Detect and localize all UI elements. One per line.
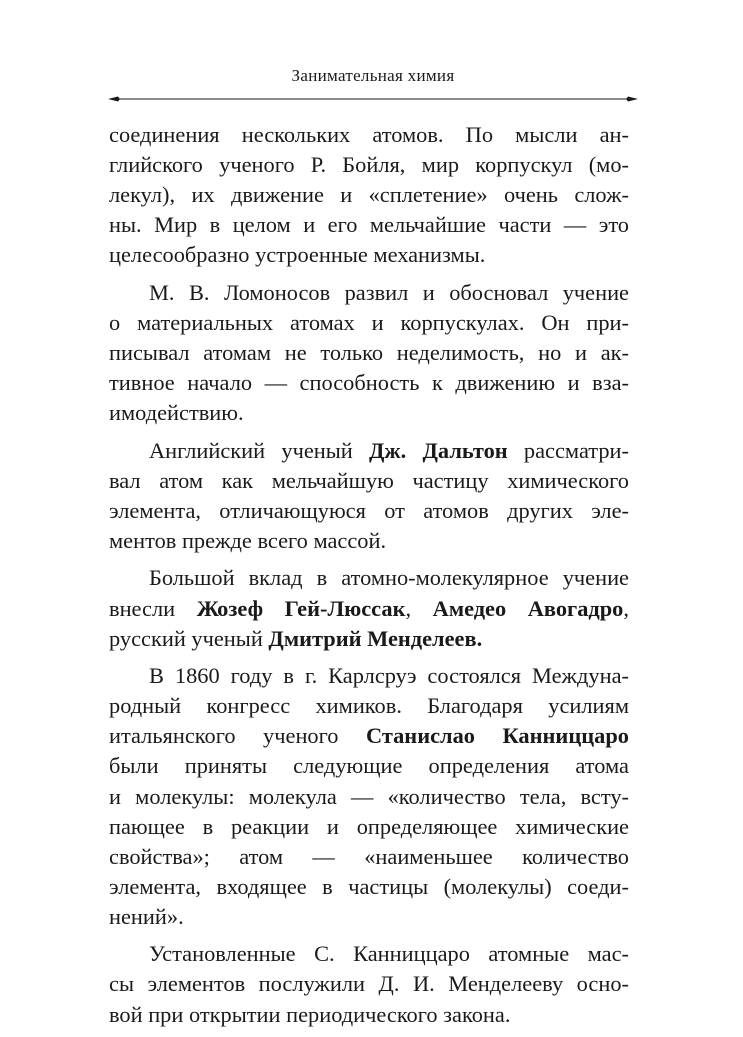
text-line: сы элементов послужили Д. И. Менделееву осно- <box>109 971 629 997</box>
text-line: родный конгресс химиков. Благодаря усилиям <box>109 693 629 719</box>
text-line: свойства»; атом — «наименьшее количество <box>109 843 629 869</box>
text-line: вой при открытии периодического закона. <box>109 1001 511 1027</box>
text-line: имодействию. <box>109 400 244 426</box>
person-name-bold: Жозеф Гей-Люссак <box>196 595 406 621</box>
text-line: писывал атомам не только неделимость, но и ак- <box>109 340 629 366</box>
text-line: пающее в реакции и определяющее химические <box>109 813 629 839</box>
text-segment: русский ученый <box>109 625 269 651</box>
paragraph-4 <box>109 563 629 653</box>
text-segment: , <box>405 595 433 621</box>
paragraph-1 <box>109 120 629 270</box>
text-line: вал атом как мельчайшую частицу химического <box>109 467 629 493</box>
text-line: М. В. Ломоносов развил и обосновал учение <box>149 279 629 305</box>
text-line: элемента, входящее в частицы (молекулы) соеди- <box>109 873 629 899</box>
text-line: соединения нескольких атомов. По мысли ан- <box>109 122 629 147</box>
text-line: о материальных атомах и корпускулах. Он при- <box>109 309 629 335</box>
text-line <box>109 436 629 466</box>
text-segment: , <box>623 595 629 621</box>
text-line: ментов прежде всего массой. <box>109 528 387 553</box>
text-line: Большой вклад в атомно-молекулярное учение <box>149 565 629 591</box>
text-segment: итальянского ученого <box>109 723 366 749</box>
text-line: были приняты следующие определения атома <box>109 753 629 779</box>
text-segment: внесли <box>109 595 197 621</box>
person-name-bold: Дж. Дальтон <box>369 437 508 463</box>
text-line <box>109 594 629 624</box>
text-line: ны. Мир в целом и его мельчайшие части — это <box>109 212 629 238</box>
text-line: Установленные С. Канниццаро атомные мас- <box>149 941 629 967</box>
text-line: В 1860 году в г. Карлсруэ состоялся Междуна- <box>149 663 629 689</box>
text-line: тивное начало — способность к движению и вза- <box>109 370 629 396</box>
ornamental-rule <box>108 92 638 106</box>
running-head: Занимательная химия <box>291 66 455 85</box>
person-name-bold: Дмитрий Менделеев. <box>268 625 483 651</box>
text-line: нений». <box>109 903 184 929</box>
text-segment: рассматри- <box>507 437 629 463</box>
text-segment: Английский ученый <box>149 437 370 463</box>
text-line: элемента, отличающуюся от атомов других эле- <box>109 497 629 523</box>
text-line <box>109 721 629 751</box>
person-name-bold: Амедео Авогадро <box>432 595 624 621</box>
paragraph-6 <box>109 939 629 1029</box>
text-line <box>109 624 629 654</box>
text-line: и молекулы: молекула — «количество тела, всту- <box>109 783 629 809</box>
paragraph-3 <box>109 436 629 556</box>
text-line: целесообразно устроенные механизмы. <box>109 242 486 268</box>
paragraph-2 <box>109 278 629 428</box>
body-text <box>109 120 629 1037</box>
person-name-bold: Станислао Канниццаро <box>365 723 629 749</box>
text-line: глийского ученого Р. Бойля, мир корпускул (мо- <box>109 152 629 178</box>
text-line: лекул), их движение и «сплетение» очень слож- <box>109 182 629 208</box>
ornamental-rule-graphic <box>108 92 638 106</box>
paragraph-5 <box>109 661 629 932</box>
